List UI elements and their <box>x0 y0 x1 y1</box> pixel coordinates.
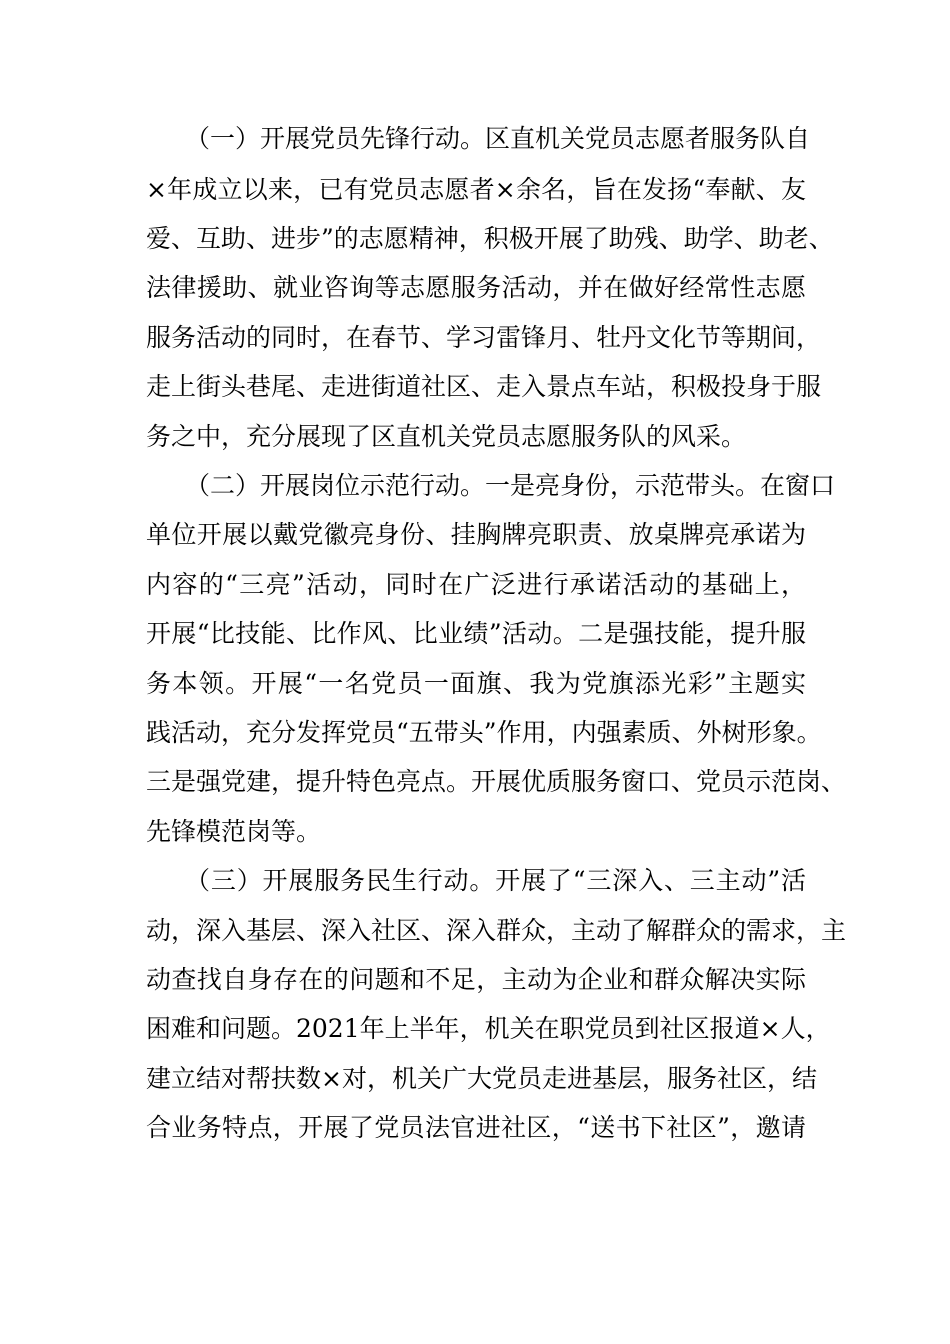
paragraph-1-line-6: 走上街头巷尾、走进街道社区、走入景点车站，积极投身于服 <box>146 372 822 401</box>
paragraph-2-line-7: 三是强党建，提升特色亮点。开展优质服务窗口、党员示范岗、 <box>146 767 847 796</box>
paragraph-3-line-4: 困难和问题。2021年上半年，机关在职党员到社区报道×人， <box>146 1014 831 1043</box>
paragraph-1-line-2: ×年成立以来，已有党员志愿者×余名，旨在发扬“奉献、友 <box>146 175 806 204</box>
paragraph-2-line-5: 务本领。开展“一名党员一面旗、我为党旗添光彩”主题实 <box>146 669 806 698</box>
paragraph-2-line-4: 开展“比技能、比作风、比业绩”活动。二是强技能，提升服 <box>146 619 806 648</box>
paragraph-2-line-2: 单位开展以戴党徽亮身份、挂胸牌亮职责、放桌牌亮承诺为 <box>146 520 806 549</box>
paragraph-2-line-8: 先锋模范岗等。 <box>146 817 322 846</box>
paragraph-3-line-5: 建立结对帮扶数×对，机关广大党员走进基层，服务社区，结 <box>146 1064 817 1093</box>
paragraph-3-line-1: （三）开展服务民生行动。开展了“三深入、三主动”活 <box>185 866 806 895</box>
paragraph-3-line-2: 动，深入基层、深入社区、深入群众，主动了解群众的需求，主 <box>146 916 847 945</box>
paragraph-2-line-6: 践活动，充分发挥党员“五带头”作用，内强素质、外树形象。 <box>146 718 822 747</box>
paragraph-3-line-6: 合业务特点，开展了党员法官进社区，“送书下社区”，邀请 <box>146 1113 806 1142</box>
paragraph-1-line-5: 服务活动的同时，在春节、学习雷锋月、牡丹文化节等期间， <box>146 323 822 352</box>
paragraph-2-line-3: 内容的“三亮”活动，同时在广泛进行承诺活动的基础上， <box>146 570 806 599</box>
paragraph-1-line-4: 法律援助、就业咨询等志愿服务活动，并在做好经常性志愿 <box>146 273 806 302</box>
paragraph-1-line-7: 务之中，充分展现了区直机关党员志愿服务队的风采。 <box>146 422 747 451</box>
paragraph-3-line-3: 动查找自身存在的问题和不足，主动为企业和群众解决实际 <box>146 965 806 994</box>
paragraph-1-line-3: 爱、互助、进步”的志愿精神，积极开展了助残、助学、助老、 <box>146 224 834 253</box>
paragraph-1-line-1: （一）开展党员先锋行动。区直机关党员志愿者服务队自 <box>185 124 811 153</box>
paragraph-2-line-1: （二）开展岗位示范行动。一是亮身份，示范带头。在窗口 <box>185 471 836 500</box>
